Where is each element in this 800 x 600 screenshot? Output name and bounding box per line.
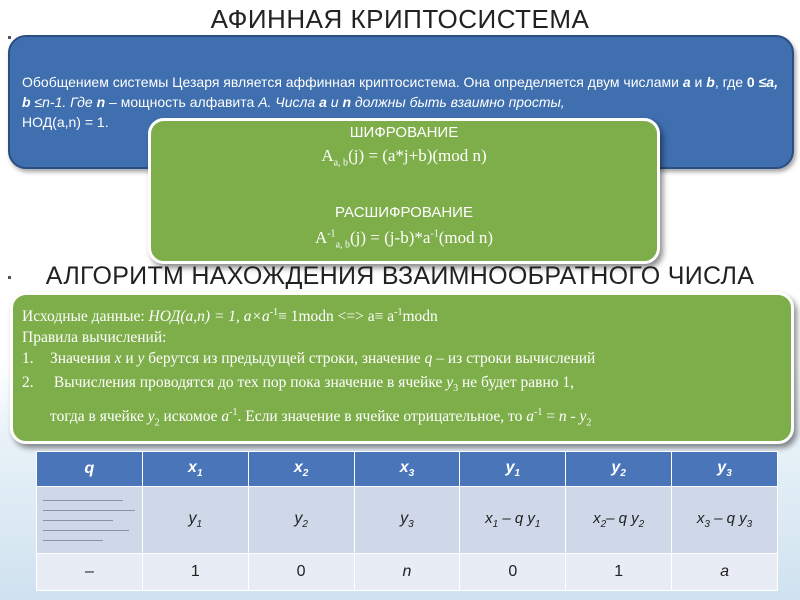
rules-heading: Правила вычислений: xyxy=(22,329,167,347)
bullet-dot xyxy=(8,276,11,279)
table-row xyxy=(37,554,778,591)
algorithm-text xyxy=(22,302,782,434)
page-title: АФИННАЯ КРИПТОСИСТЕМА xyxy=(210,4,590,34)
section-title: АЛГОРИТМ НАХОЖДЕНИЯ ВЗАИМНООБРАТНОГО ЧИСЛА xyxy=(45,262,755,290)
encryption-formula: $A_{a, b}(j) = (a*j+b)(mod$ n) xyxy=(321,146,487,169)
table-cell: 1 xyxy=(142,554,248,591)
header-x3: $x_3$ xyxy=(354,452,460,487)
algorithm-table xyxy=(36,451,778,591)
table-cell: 1 xyxy=(566,554,672,591)
table-cell: $x_2-$ q $y_2$ xyxy=(566,487,672,554)
bullet-dot xyxy=(8,36,11,39)
source-data-line: Исходные данные: НОД(a,n) = 1, $a\times a^{-1}\equiv$ 1modn <=> $a\equiv a^{-1}modn$ xyxy=(22,307,438,326)
table-cell: 0 xyxy=(460,554,566,591)
header-y3: $y_3$ xyxy=(672,452,778,487)
table-cell: $x_3$ – q $y_3$ xyxy=(672,487,778,554)
table-cell: – xyxy=(37,554,143,591)
table-cell: n xyxy=(354,554,460,591)
header-y2: $y_2$ xyxy=(566,452,672,487)
rule-2-continued: тогда в ячейке $y_2$ искомое $a^{-1}$. Если значение в ячейке отрицательное, то $a^{-1} = n - y_2$ xyxy=(50,407,592,429)
rule-1: 1. Значения x и y берутся из предыдущей строки, значение q – из строки вычислений xyxy=(22,350,596,368)
table-cell: $y_3$ xyxy=(354,487,460,554)
header-y1: $y_1$ xyxy=(460,452,566,487)
header-q: q xyxy=(37,452,143,487)
header-x2: $x_2$ xyxy=(248,452,354,487)
encryption-heading: ШИФРОВАНИЕ xyxy=(349,124,459,141)
decryption-formula: $A^{-1}_{a, b}(j) = (j-b)*a^{-1}(mod$ n) xyxy=(314,228,494,251)
table-cell: $x_1$ – q $y_1$ xyxy=(460,487,566,554)
table-cell: $y_2$ xyxy=(248,487,354,554)
thumbnail-image xyxy=(39,494,139,546)
header-x1: $x_1$ xyxy=(142,452,248,487)
rule-2: 2. Вычисления проводятся до тех пор пока значение в ячейке $y_3$ не будет равно 1, xyxy=(22,374,575,395)
table-cell: $y_1$ xyxy=(142,487,248,554)
table-header-row xyxy=(37,452,778,487)
table-cell: 0 xyxy=(248,554,354,591)
decryption-heading: РАСШИФРОВАНИЕ xyxy=(335,204,473,221)
table-row xyxy=(37,487,778,554)
intro-text: Обобщением системы Цезаря является аффинная криптосистема. Она определяется двум числами a и b, где 0 ≤a, b ≤n-1. Где n – мощность алфавита A. Числа a и n должны быть взаимно просты, НОД(a,n) = 1. xyxy=(22,74,778,130)
embedded-thumbnail xyxy=(37,487,143,554)
table-cell: a xyxy=(672,554,778,591)
